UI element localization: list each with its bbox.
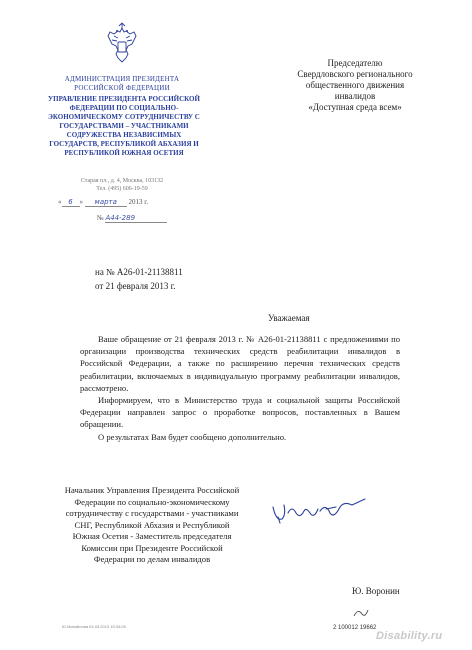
number-value: А44-289 (105, 214, 167, 223)
handwritten-signature (270, 493, 370, 533)
reference-date: от 21 февраля 2013 г. (95, 281, 176, 291)
executor-note: Ю.Михайлова 04.03.2013 15:34:05 (62, 624, 126, 629)
body-paragraph: Информируем, что в Министерство труда и социальной защиты Российской Федерации направлен запрос о проработке вопросов, поставленных в Вашем обращении. (80, 395, 400, 430)
barcode-number: 2 100012 19662 (333, 625, 377, 631)
date-year: 2013 (128, 198, 143, 206)
recipient-block (275, 58, 435, 113)
outgoing-number (97, 214, 197, 223)
scan-mark-icon (352, 606, 370, 620)
address-street: Старая пл., д. 4, Москва, 103132 (80, 178, 164, 184)
body-paragraph: Ваше обращение от 21 февраля 2013 г. № А26-01-21138811 с предложениями по организации производства технических средств реабилитации инвалидов в Российской Федерации, а также по расширению перечня технических средств реабилитации, включаемых в индивидуальную программу реабилитации инвалидов, рассмотрено. (80, 334, 400, 393)
signer-name: Ю. Воронин (352, 586, 400, 596)
address-block (52, 177, 192, 193)
department-header: УПРАВЛЕНИЕ ПРЕЗИДЕНТА РОССИЙСКОЙ ФЕДЕРАЦИИ ПО СОЦИАЛЬНО-ЭКОНОМИЧЕСКОМУ СОТРУДНИЧЕСТВУ С ГОСУДАРСТВАМИ – УЧАСТНИКАМИ СОДРУЖЕСТВА НЕЗАВИСИМЫХ ГОСУДАРСТВ, РЕСПУБЛИКОЙ АБХАЗИЯ И РЕСПУБЛИКОЙ ЮЖНАЯ ОСЕТИЯ (48, 95, 200, 157)
coat-of-arms-icon (104, 22, 140, 66)
signer-title: Начальник Управления Президента Российской Федерации по социально-экономическому сотрудничеству с государствами - участниками СНГ, Республикой Абхазия и Республикой Южная Осетия - Заместитель председателя Комиссии при Президенте Российской Федерации по делам инвалидов (64, 485, 240, 564)
reference-number: на № А26-01-21138811 (95, 267, 183, 277)
letter-body (80, 333, 400, 443)
reference-block (95, 265, 183, 293)
date-day: 6 (62, 198, 80, 207)
greeting: Уважаемая (268, 313, 310, 323)
outgoing-date: « 6 » марта 2013 г. (58, 198, 149, 206)
recipient-line: «Доступная среда всем» (308, 102, 402, 112)
address-phone: Тел. (495) 606-19-59 (96, 186, 148, 192)
recipient-line: Свердловского регионального (297, 69, 413, 79)
recipient-line: инвалидов (334, 91, 376, 101)
body-paragraph: О результатах Вам будет сообщено дополнительно. (98, 431, 287, 442)
administration-header: АДМИНИСТРАЦИЯ ПРЕЗИДЕНТА РОССИЙСКОЙ ФЕДЕРАЦИИ (64, 75, 180, 92)
number-prefix: № (97, 214, 104, 222)
recipient-line: Председателю (327, 58, 383, 68)
date-suffix: г. (144, 198, 149, 206)
recipient-line: общественного движения (305, 80, 405, 90)
watermark: Disability.ru (376, 630, 443, 642)
date-month: марта (85, 198, 127, 207)
